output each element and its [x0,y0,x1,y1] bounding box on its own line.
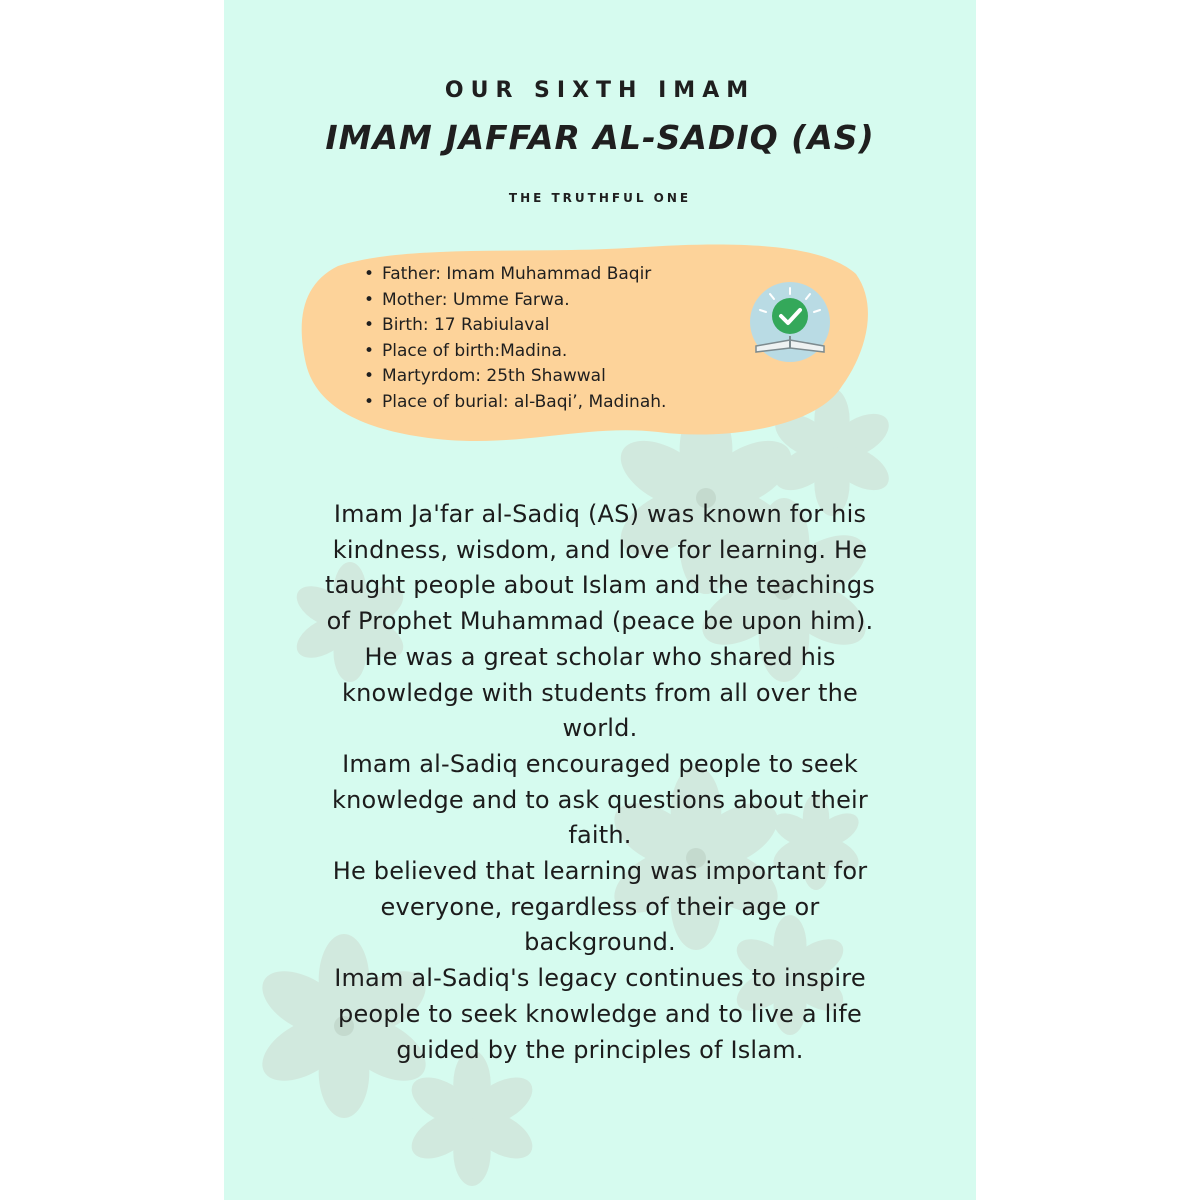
facts-list [364,262,666,416]
fact-father: • Father: Imam Muhammad Baqir [364,262,666,288]
fact-burial: • Place of burial: al-Baqi’, Madinah. [364,390,666,416]
poster-card [224,0,976,1200]
body-paragraph: He believed that learning was important for everyone, regardless of their age or background. [332,857,868,957]
body-paragraph: Imam al-Sadiq encouraged people to seek knowledge and to ask questions about their faith. [332,749,868,850]
page-kicker: OUR SIXTH IMAM [444,78,756,103]
page-tagline: THE TRUTHFUL ONE [508,191,692,205]
fact-birth: • Birth: 17 Rabiulaval [364,313,666,339]
fact-birthplace: • Place of birth:Madina. [364,339,666,365]
fact-mother: • Mother: Umme Farwa. [364,288,666,314]
body-text [314,497,886,1068]
body-paragraph: Imam al-Sadiq's legacy continues to inspire people to seek knowledge and to live a life guided by the principles of Islam. [334,964,866,1064]
body-paragraph: Imam Ja'far al-Sadiq (AS) was known for his kindness, wisdom, and love for learning. He taught people about Islam and the teachings of Prophet Muhammad (peace be upon him). He was a great scholar who shared his knowledge with students from all over the world. [325,500,875,743]
page-title: IMAM JAFFAR AL-SADIQ (AS) [325,118,875,157]
checkmark-book-icon [748,280,832,364]
fact-martyrdom: • Martyrdom: 25th Shawwal [364,364,666,390]
